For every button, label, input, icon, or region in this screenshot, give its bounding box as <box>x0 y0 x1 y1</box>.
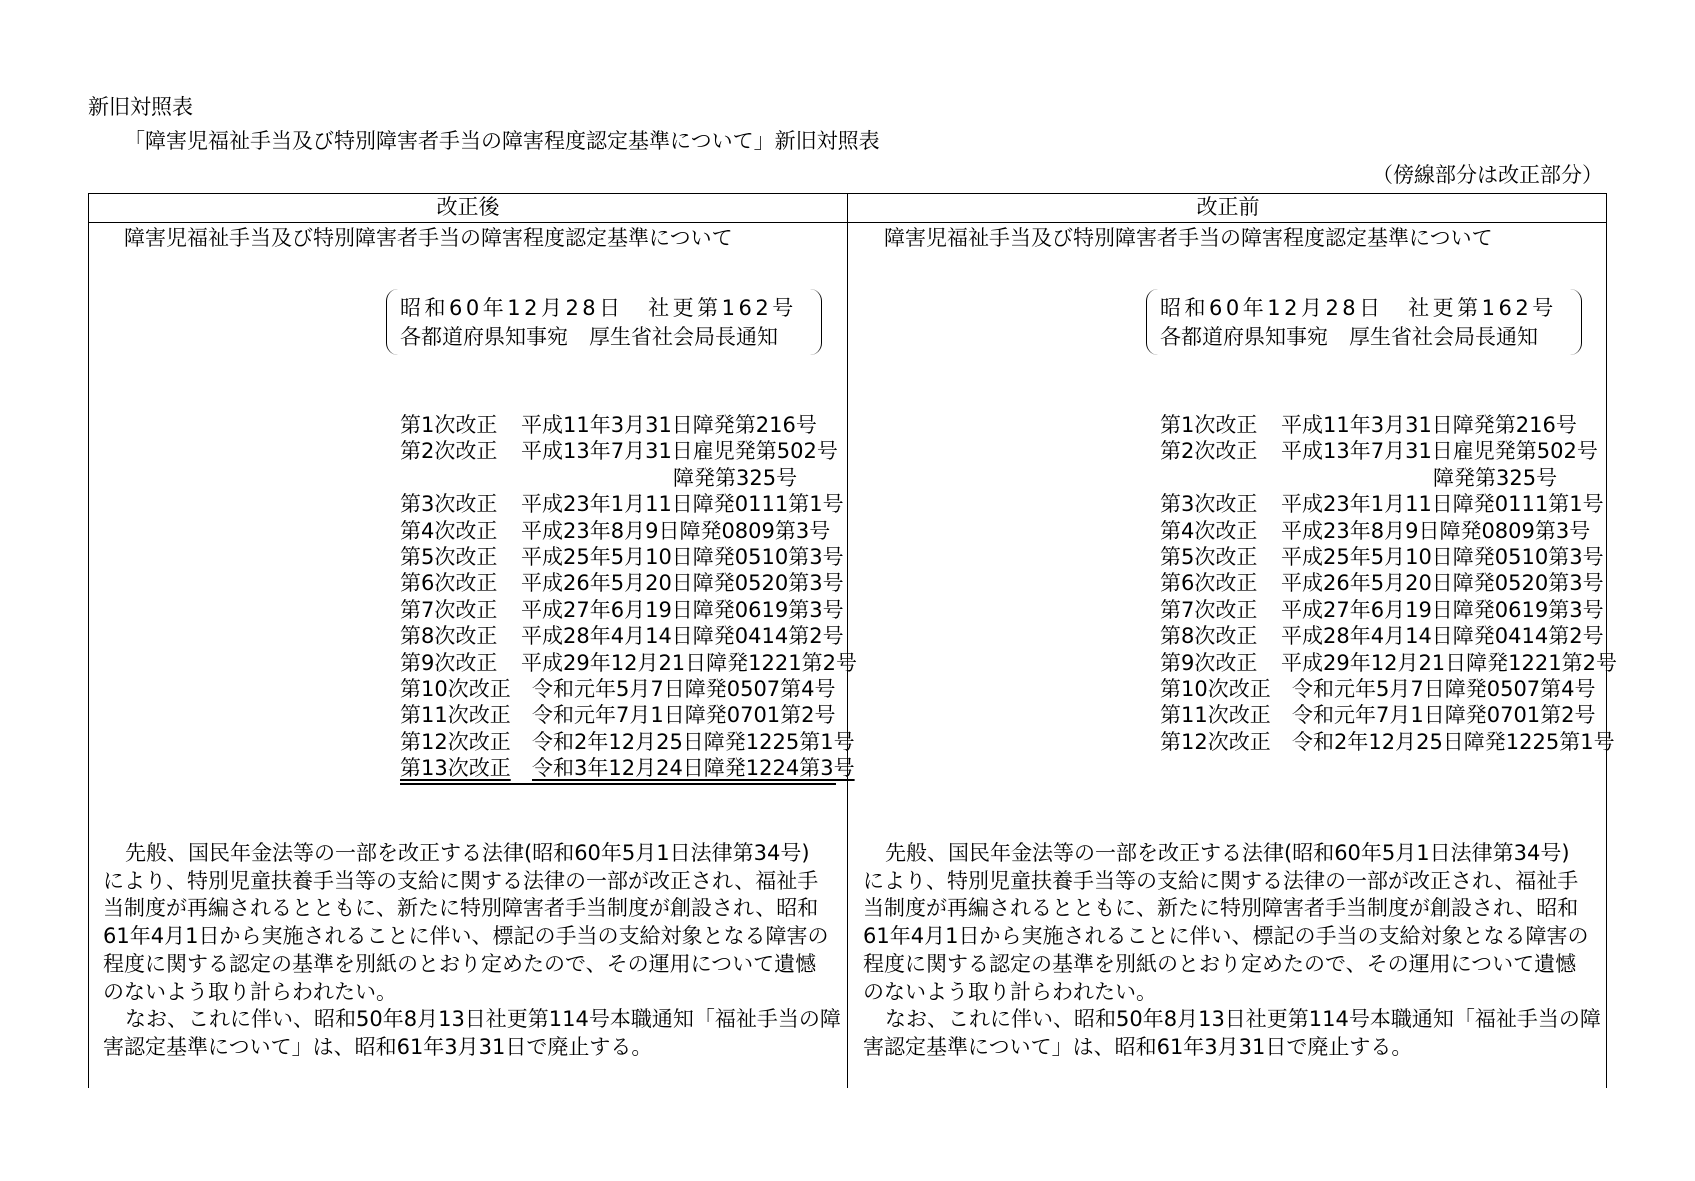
revision-label: 第5次改正 <box>1160 545 1258 569</box>
revision-text: 令和2年12月25日障発1225第1号 <box>532 729 855 754</box>
body-text-line: なお、これに伴い、昭和50年8月13日社更第114号本職通知「福祉手当の障 <box>125 1007 841 1032</box>
revision-text: 平成27年6月19日障発0619第3号 <box>521 597 844 622</box>
revision-text: 令和元年7月1日障発0701第2号 <box>1292 703 1596 728</box>
revision-text: 平成28年4月14日障発0414第2号 <box>1281 624 1604 649</box>
revision-text: 平成13年7月31日雇児発第502号 <box>1281 439 1598 464</box>
revision-label: 第2次改正 <box>400 439 498 464</box>
revision-label: 第3次改正 <box>1160 492 1258 517</box>
document-label: 新旧対照表 <box>88 95 193 119</box>
revision-label: 第6次改正 <box>400 571 498 596</box>
body-text-line: により、特別児童扶養手当等の支給に関する法律の一部が改正され、福祉手 <box>863 868 1579 893</box>
revision-text: 平成23年1月11日障発0111第1号 <box>521 492 844 517</box>
body-text-line: なお、これに伴い、昭和50年8月13日社更第114号本職通知「福祉手当の障 <box>885 1007 1601 1032</box>
column-divider <box>847 193 848 1088</box>
revision-label: 第1次改正 <box>400 413 498 437</box>
revision-text: 平成13年7月31日雇児発第502号 <box>521 439 838 464</box>
revision-text: 平成26年5月20日障発0520第3号 <box>1281 571 1604 596</box>
revision-text: 平成23年8月9日障発0809第3号 <box>521 518 831 543</box>
revision-text: 平成23年1月11日障発0111第1号 <box>1281 492 1604 517</box>
revision-text: 平成23年8月9日障発0809第3号 <box>1281 518 1591 543</box>
revision-note: （傍線部分は改正部分） <box>1372 163 1603 187</box>
revision-text: 平成11年3月31日障発第216号 <box>1281 413 1577 437</box>
revision-text-continuation: 障発第325号 <box>1433 465 1558 490</box>
revision-text: 平成25年5月10日障発0510第3号 <box>521 545 844 569</box>
revision-label: 第4次改正 <box>400 518 498 543</box>
revision-text: 平成29年12月21日障発1221第2号 <box>1281 650 1617 675</box>
revision-label: 第3次改正 <box>400 492 498 517</box>
revision-text: 平成11年3月31日障発第216号 <box>521 413 817 437</box>
revision-label: 第12次改正 <box>1160 729 1271 754</box>
body-text-line: 先般、国民年金法等の一部を改正する法律(昭和60年5月1日法律第34号) <box>125 841 810 865</box>
revision-text: 令和元年5月7日障発0507第4号 <box>1292 677 1596 701</box>
revision-label: 第9次改正 <box>400 650 498 675</box>
revision-label: 第8次改正 <box>1160 624 1258 649</box>
revision-text: 平成29年12月21日障発1221第2号 <box>521 650 857 675</box>
revision-text: 平成28年4月14日障発0414第2号 <box>521 624 844 649</box>
body-text-line: のないよう取り計らわれたい。 <box>103 979 397 1004</box>
revision-text: 令和2年12月25日障発1225第1号 <box>1292 729 1615 754</box>
notice-date-number: 昭和60年12月28日 社更第162号 <box>400 296 797 320</box>
revision-text: 令和元年5月7日障発0507第4号 <box>532 677 836 701</box>
body-text-line: 当制度が再編されるとともに、新たに特別障害者手当制度が創設され、昭和 <box>863 896 1579 921</box>
column-header: 改正前 <box>1196 195 1260 219</box>
revision-label: 第2次改正 <box>1160 439 1258 464</box>
revision-label: 第5次改正 <box>400 545 498 569</box>
revision-label: 第10次改正 <box>400 677 511 701</box>
revision-label: 第9次改正 <box>1160 650 1258 675</box>
revision-label: 第1次改正 <box>1160 413 1258 437</box>
revision-label: 第10次改正 <box>1160 677 1271 701</box>
notice-addressee: 各都道府県知事宛 厚生省社会局長通知 <box>400 325 778 349</box>
body-text-line: 程度に関する認定の基準を別紙のとおり定めたので、その運用について遺憾 <box>863 951 1577 976</box>
revision-label: 第6次改正 <box>1160 571 1258 596</box>
body-text-line: 先般、国民年金法等の一部を改正する法律(昭和60年5月1日法律第34号) <box>885 841 1570 865</box>
body-text-line: 害認定基準について」は、昭和61年3月31日で廃止する。 <box>103 1034 653 1059</box>
table-right-border <box>1606 193 1607 1088</box>
notice-title: 障害児福祉手当及び特別障害者手当の障害程度認定基準について <box>124 226 733 250</box>
body-text-line: 当制度が再編されるとともに、新たに特別障害者手当制度が創設され、昭和 <box>103 896 819 921</box>
revision-label: 第4次改正 <box>1160 518 1258 543</box>
body-text-line: 61年4月1日から実施されることに伴い、標記の手当の支給対象となる障害の <box>863 924 1589 949</box>
document-subtitle: 「障害児福祉手当及び特別障害者手当の障害程度認定基準について」新旧対照表 <box>124 129 880 153</box>
revision-label: 第12次改正 <box>400 729 511 754</box>
revision-label: 第8次改正 <box>400 624 498 649</box>
revision-text: 平成26年5月20日障発0520第3号 <box>521 571 844 596</box>
notice-title: 障害児福祉手当及び特別障害者手当の障害程度認定基準について <box>884 226 1493 250</box>
column-header: 改正後 <box>436 195 500 219</box>
revision-text: 令和元年7月1日障発0701第2号 <box>532 703 836 728</box>
revision-label: 第11次改正 <box>1160 703 1271 728</box>
body-text-line: のないよう取り計らわれたい。 <box>863 979 1157 1004</box>
revision-label: 第13次改正 <box>400 756 511 781</box>
revision-text-continuation: 障発第325号 <box>673 465 798 490</box>
notice-date-number: 昭和60年12月28日 社更第162号 <box>1160 296 1557 320</box>
revision-label: 第11次改正 <box>400 703 511 728</box>
notice-addressee: 各都道府県知事宛 厚生省社会局長通知 <box>1160 325 1538 349</box>
body-text-line: 程度に関する認定の基準を別紙のとおり定めたので、その運用について遺憾 <box>103 951 817 976</box>
change-underline <box>400 783 836 785</box>
revision-text: 平成27年6月19日障発0619第3号 <box>1281 597 1604 622</box>
revision-text: 令和3年12月24日障発1224第3号 <box>532 756 855 781</box>
body-text-line: 61年4月1日から実施されることに伴い、標記の手当の支給対象となる障害の <box>103 924 829 949</box>
body-text-line: 害認定基準について」は、昭和61年3月31日で廃止する。 <box>863 1034 1413 1059</box>
body-text-line: により、特別児童扶養手当等の支給に関する法律の一部が改正され、福祉手 <box>103 868 819 893</box>
revision-label: 第7次改正 <box>400 597 498 622</box>
table-left-border <box>88 193 89 1088</box>
revision-label: 第7次改正 <box>1160 597 1258 622</box>
revision-text: 平成25年5月10日障発0510第3号 <box>1281 545 1604 569</box>
